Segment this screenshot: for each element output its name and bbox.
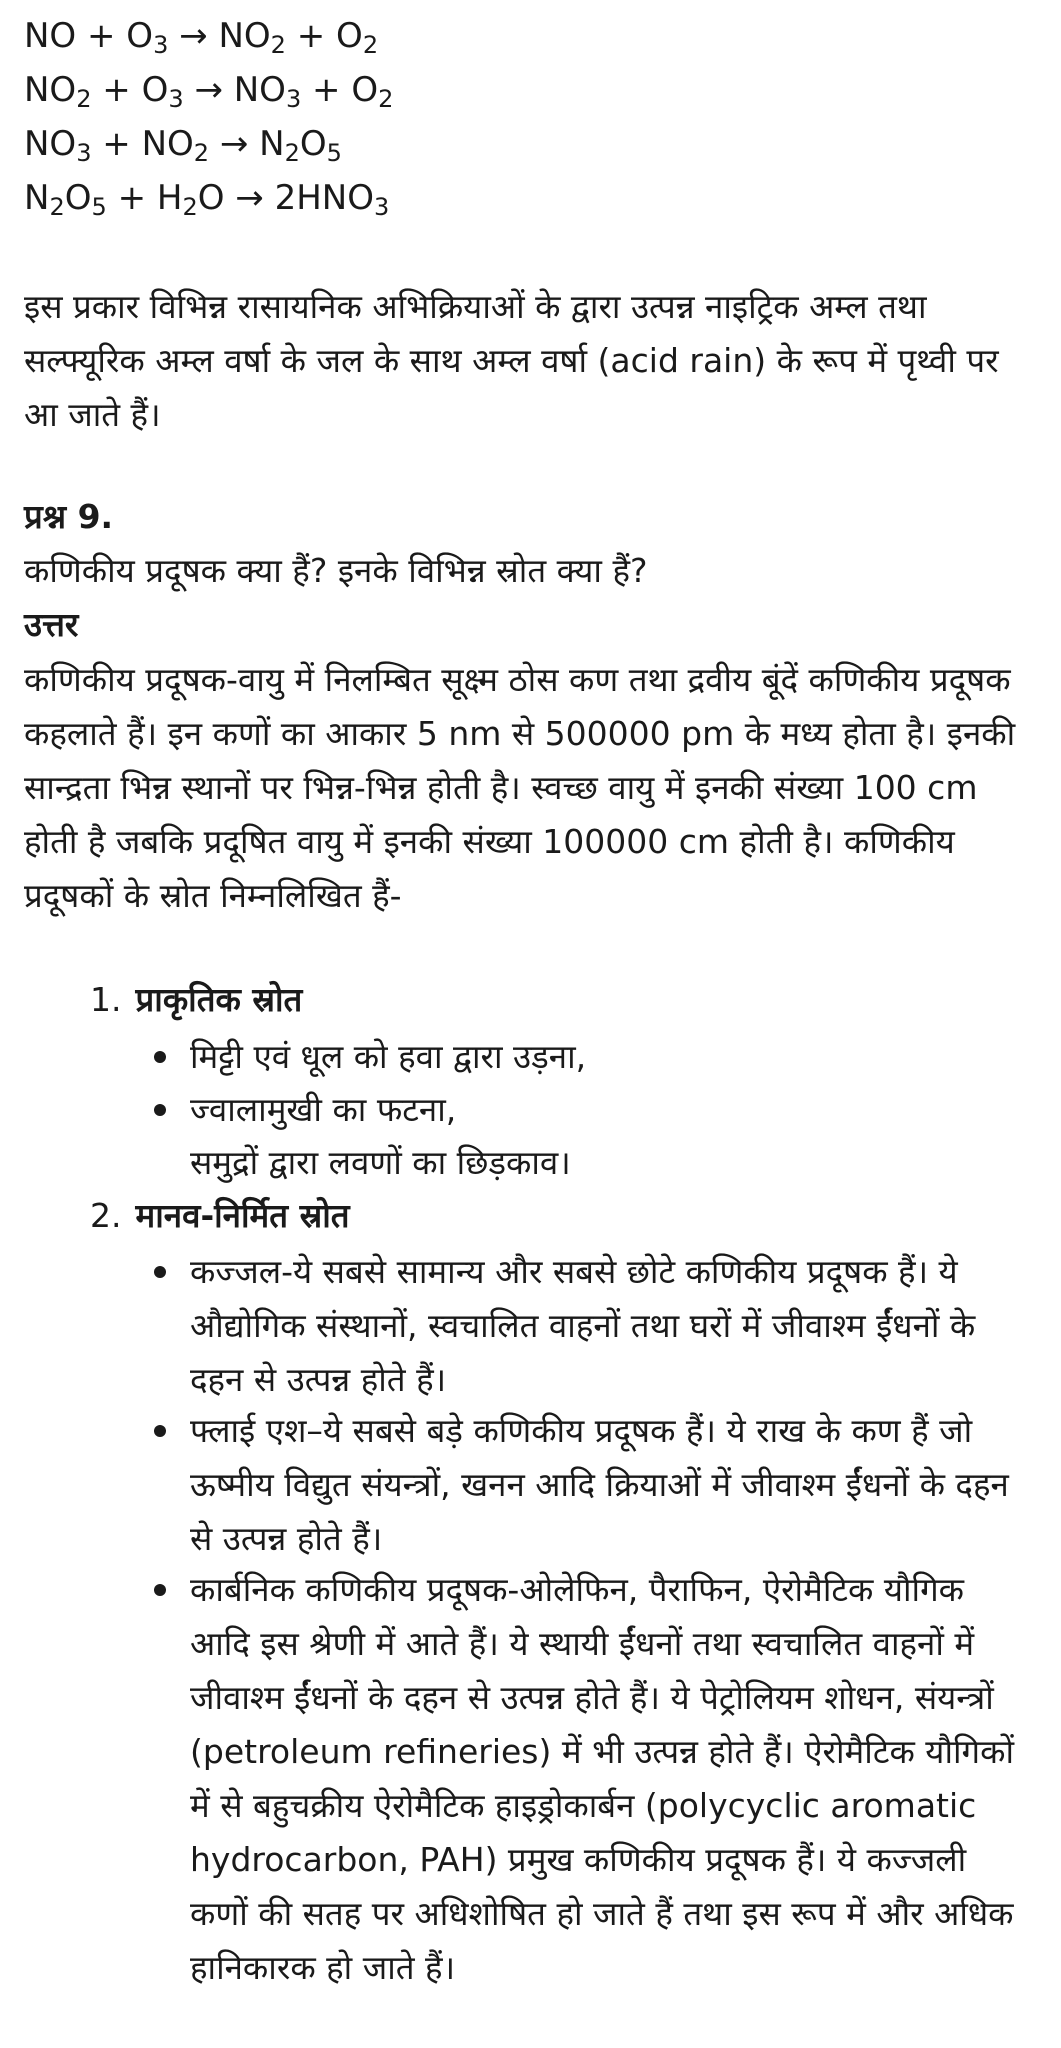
source-title: मानव-निर्मित स्रोत [135, 1196, 350, 1235]
equation-1: NO + $O_3 \to NO_2 + O_2$ [24, 16, 379, 59]
question-text: कणिकीय प्रदूषक क्या हैं? इनके विभिन्न स्रोत क्या हैं? [24, 551, 648, 590]
equation-3: $NO_3 + NO_2 \to N_2O_5$ [24, 124, 342, 167]
list-item: कार्बनिक कणिकीय प्रदूषक-ओलेफिन, पैराफिन, ऐरोमैटिक यौगिक आदि इस श्रेणी में आते हैं। ये स्थायी ईंधनों तथा स्वचालित वाहनों में जीवाश्म ईंधनों के दहन से उत्पन्न होते हैं। ये पेट्रोलियम शोधन, संयन्त्रों (petroleum refineries) में भी उत्पन्न होते हैं। ऐरोमैटिक यौगिकों में से बहुचक्रीय ऐरोमैटिक हाइड्रोकार्बन (polycyclic aromatic hydrocarbon, PAH) प्रमुख कणिकीय प्रदूषक हैं। ये कज्जली कणों की सतह पर अधिशोषित हो जाते हैं तथा इस रूप में और अधिक हानिकारक हो जाते हैं। [190, 1570, 1015, 1987]
bullet-icon [154, 1104, 166, 1116]
list-item: ज्वालामुखी का फटना, [190, 1090, 457, 1129]
answer-label: उत्तर [24, 605, 79, 644]
answer-text: कणिकीय प्रदूषक-वायु में निलम्बित सूक्ष्म ठोस कण तथा द्रवीय बूंदें कणिकीय प्रदूषक कहलाते हैं। इन कणों का आकार 5 nm से 500000 pm के मध्य होता है। इनकी सान्द्रता भिन्न स्थानों पर भिन्न-भिन्न होती है। स्वच्छ वायु में इनकी संख्या 100 cm होती है जबकि प्रदूषित वायु में इनकी संख्या 100000 cm होती है। कणिकीय प्रदूषकों के स्रोत निम्नलिखित हैं- [24, 660, 1016, 915]
equation-2: $NO_2 + O_3 \to NO_3 + O_2$ [24, 70, 394, 113]
source-title: प्राकृतिक स्रोत [135, 980, 303, 1019]
list-item: कज्जल-ये सबसे सामान्य और सबसे छोटे कणिकीय प्रदूषक हैं। ये औद्योगिक संस्थानों, स्वचालित वाहनों तथा घरों में जीवाश्म ईंधनों के दहन से उत्पन्न होते हैं। [190, 1252, 976, 1399]
bullet-icon [154, 1051, 166, 1063]
equation-4: $N_2O_5 + H_2O \to 2HNO_3$ [24, 178, 390, 221]
list-item: फ्लाई एश–ये सबसे बड़े कणिकीय प्रदूषक हैं। ये राख के कण हैं जो ऊष्मीय विद्युत संयन्त्रों, खनन आदि क्रियाओं में जीवाश्म ईंधनों के दहन से उत्पन्न होते हैं। [190, 1411, 1009, 1558]
question-label: प्रश्न 9. [24, 497, 114, 536]
bullet-icon [154, 1266, 166, 1278]
source-number: 2. [90, 1196, 122, 1235]
bullet-icon [154, 1425, 166, 1437]
source-number: 1. [90, 980, 122, 1019]
source-natural-heading [90, 978, 302, 1022]
list-item-continuation: समुद्रों द्वारा लवणों का छिड़काव। [190, 1143, 571, 1182]
intro-paragraph: इस प्रकार विभिन्न रासायनिक अभिक्रियाओं के द्वारा उत्पन्न नाइट्रिक अम्ल तथा सल्फ्यूरिक अम्ल वर्षा के जल के साथ अम्ल वर्षा (acid rain) के रूप में पृथ्वी पर आ जाते हैं। [24, 287, 999, 434]
bullet-icon [154, 1584, 166, 1596]
list-item: मिट्टी एवं धूल को हवा द्वारा उड़ना, [190, 1037, 587, 1076]
source-manmade-heading [90, 1194, 350, 1238]
